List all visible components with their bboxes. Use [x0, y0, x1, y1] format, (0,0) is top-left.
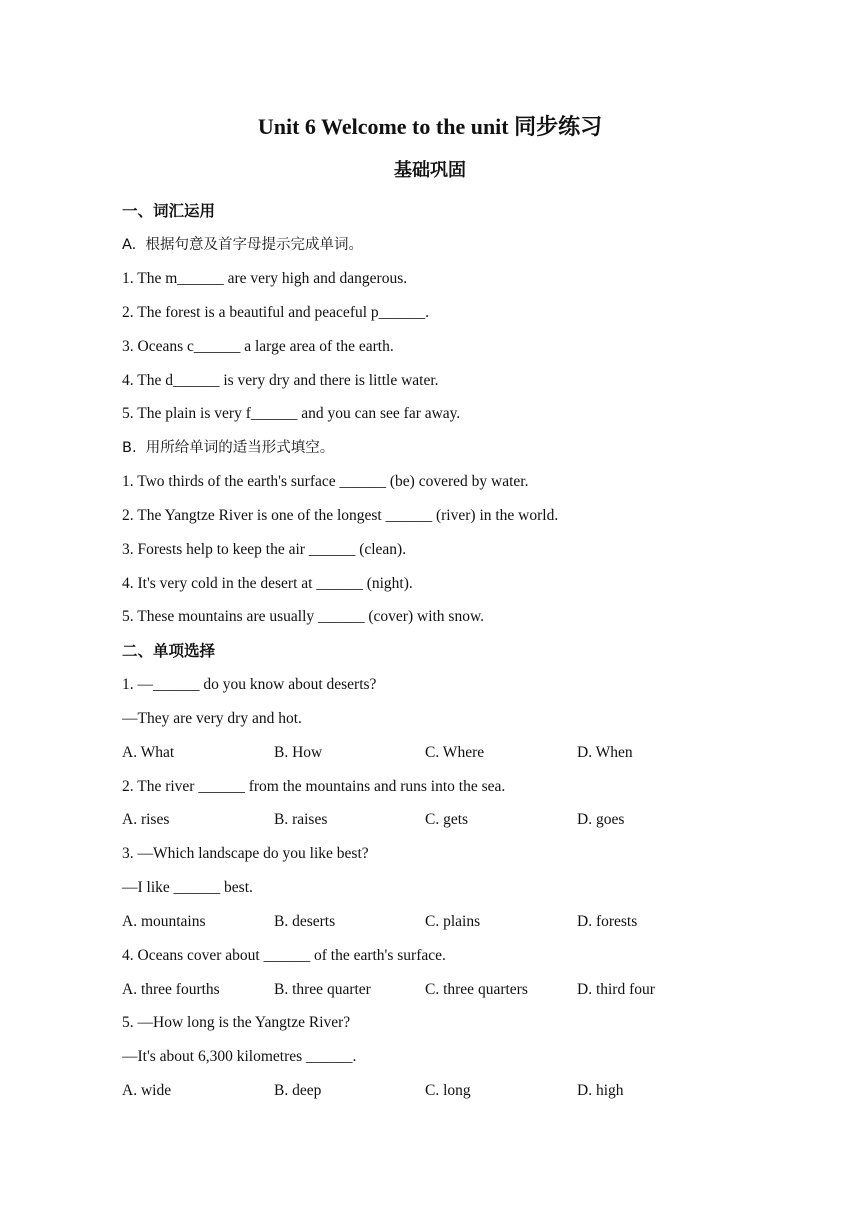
question-stem: —It's about 6,300 kilometres ______. — [122, 1048, 357, 1065]
option-c: C. long — [425, 1082, 471, 1099]
option-b: B. deserts — [274, 913, 336, 930]
option-a: A. three fourths — [122, 981, 220, 998]
option-c: C. three quarters — [425, 981, 528, 998]
option-b: B. raises — [274, 811, 328, 828]
option-a: A. wide — [122, 1082, 172, 1099]
part-b-item: 4. It's very cold in the desert at ______ (night). — [122, 575, 413, 592]
option-d: D. forests — [577, 913, 638, 930]
part-a-item: 3. Oceans c______ a large area of the earth. — [122, 338, 394, 355]
part-a-instruction: A. 根据句意及首字母提示完成单词。 — [122, 237, 363, 253]
part-b-item: 3. Forests help to keep the air ______ (clean). — [122, 541, 407, 558]
section-heading-multiple-choice: 二、单项选择 — [122, 642, 216, 660]
part-a-item: 5. The plain is very f______ and you can see far away. — [122, 405, 461, 422]
part-a-item: 1. The m______ are very high and dangerous. — [122, 270, 408, 287]
option-b: B. deep — [274, 1082, 322, 1099]
question-options — [122, 979, 762, 1001]
option-a: A. What — [122, 744, 175, 761]
option-c: C. gets — [425, 811, 469, 828]
option-d: D. third four — [577, 981, 655, 998]
question-stem: 3. —Which landscape do you like best? — [122, 845, 369, 862]
option-d: D. goes — [577, 811, 625, 828]
question-options — [122, 1080, 762, 1102]
option-b: B. three quarter — [274, 981, 371, 998]
option-b: B. How — [274, 744, 323, 761]
part-b-item: 5. These mountains are usually ______ (cover) with snow. — [122, 608, 485, 625]
option-c: C. Where — [425, 744, 485, 761]
question-stem: —They are very dry and hot. — [122, 710, 302, 727]
option-d: D. high — [577, 1082, 624, 1099]
page-subtitle: 基础巩固 — [394, 160, 466, 181]
part-b-item: 1. Two thirds of the earth's surface ______ (be) covered by water. — [122, 473, 529, 490]
part-b-instruction: B. 用所给单词的适当形式填空。 — [122, 440, 335, 456]
option-d: D. When — [577, 744, 633, 761]
section-heading-vocabulary: 一、词汇运用 — [122, 202, 216, 220]
question-stem: 5. —How long is the Yangtze River? — [122, 1014, 351, 1031]
question-stem: 2. The river ______ from the mountains and runs into the sea. — [122, 778, 506, 795]
question-stem: 4. Oceans cover about ______ of the earth's surface. — [122, 947, 446, 964]
question-stem: 1. —______ do you know about deserts? — [122, 676, 377, 693]
part-a-item: 2. The forest is a beautiful and peaceful p______. — [122, 304, 430, 321]
question-stem: —I like ______ best. — [122, 879, 253, 896]
option-c: C. plains — [425, 913, 481, 930]
question-options — [122, 911, 762, 933]
option-a: A. rises — [122, 811, 170, 828]
part-a-item: 4. The d______ is very dry and there is little water. — [122, 372, 439, 389]
question-options — [122, 809, 762, 831]
question-options — [122, 742, 762, 764]
option-a: A. mountains — [122, 913, 206, 930]
page-title: Unit 6 Welcome to the unit 同步练习 — [257, 114, 603, 139]
part-b-item: 2. The Yangtze River is one of the longest ______ (river) in the world. — [122, 507, 559, 524]
